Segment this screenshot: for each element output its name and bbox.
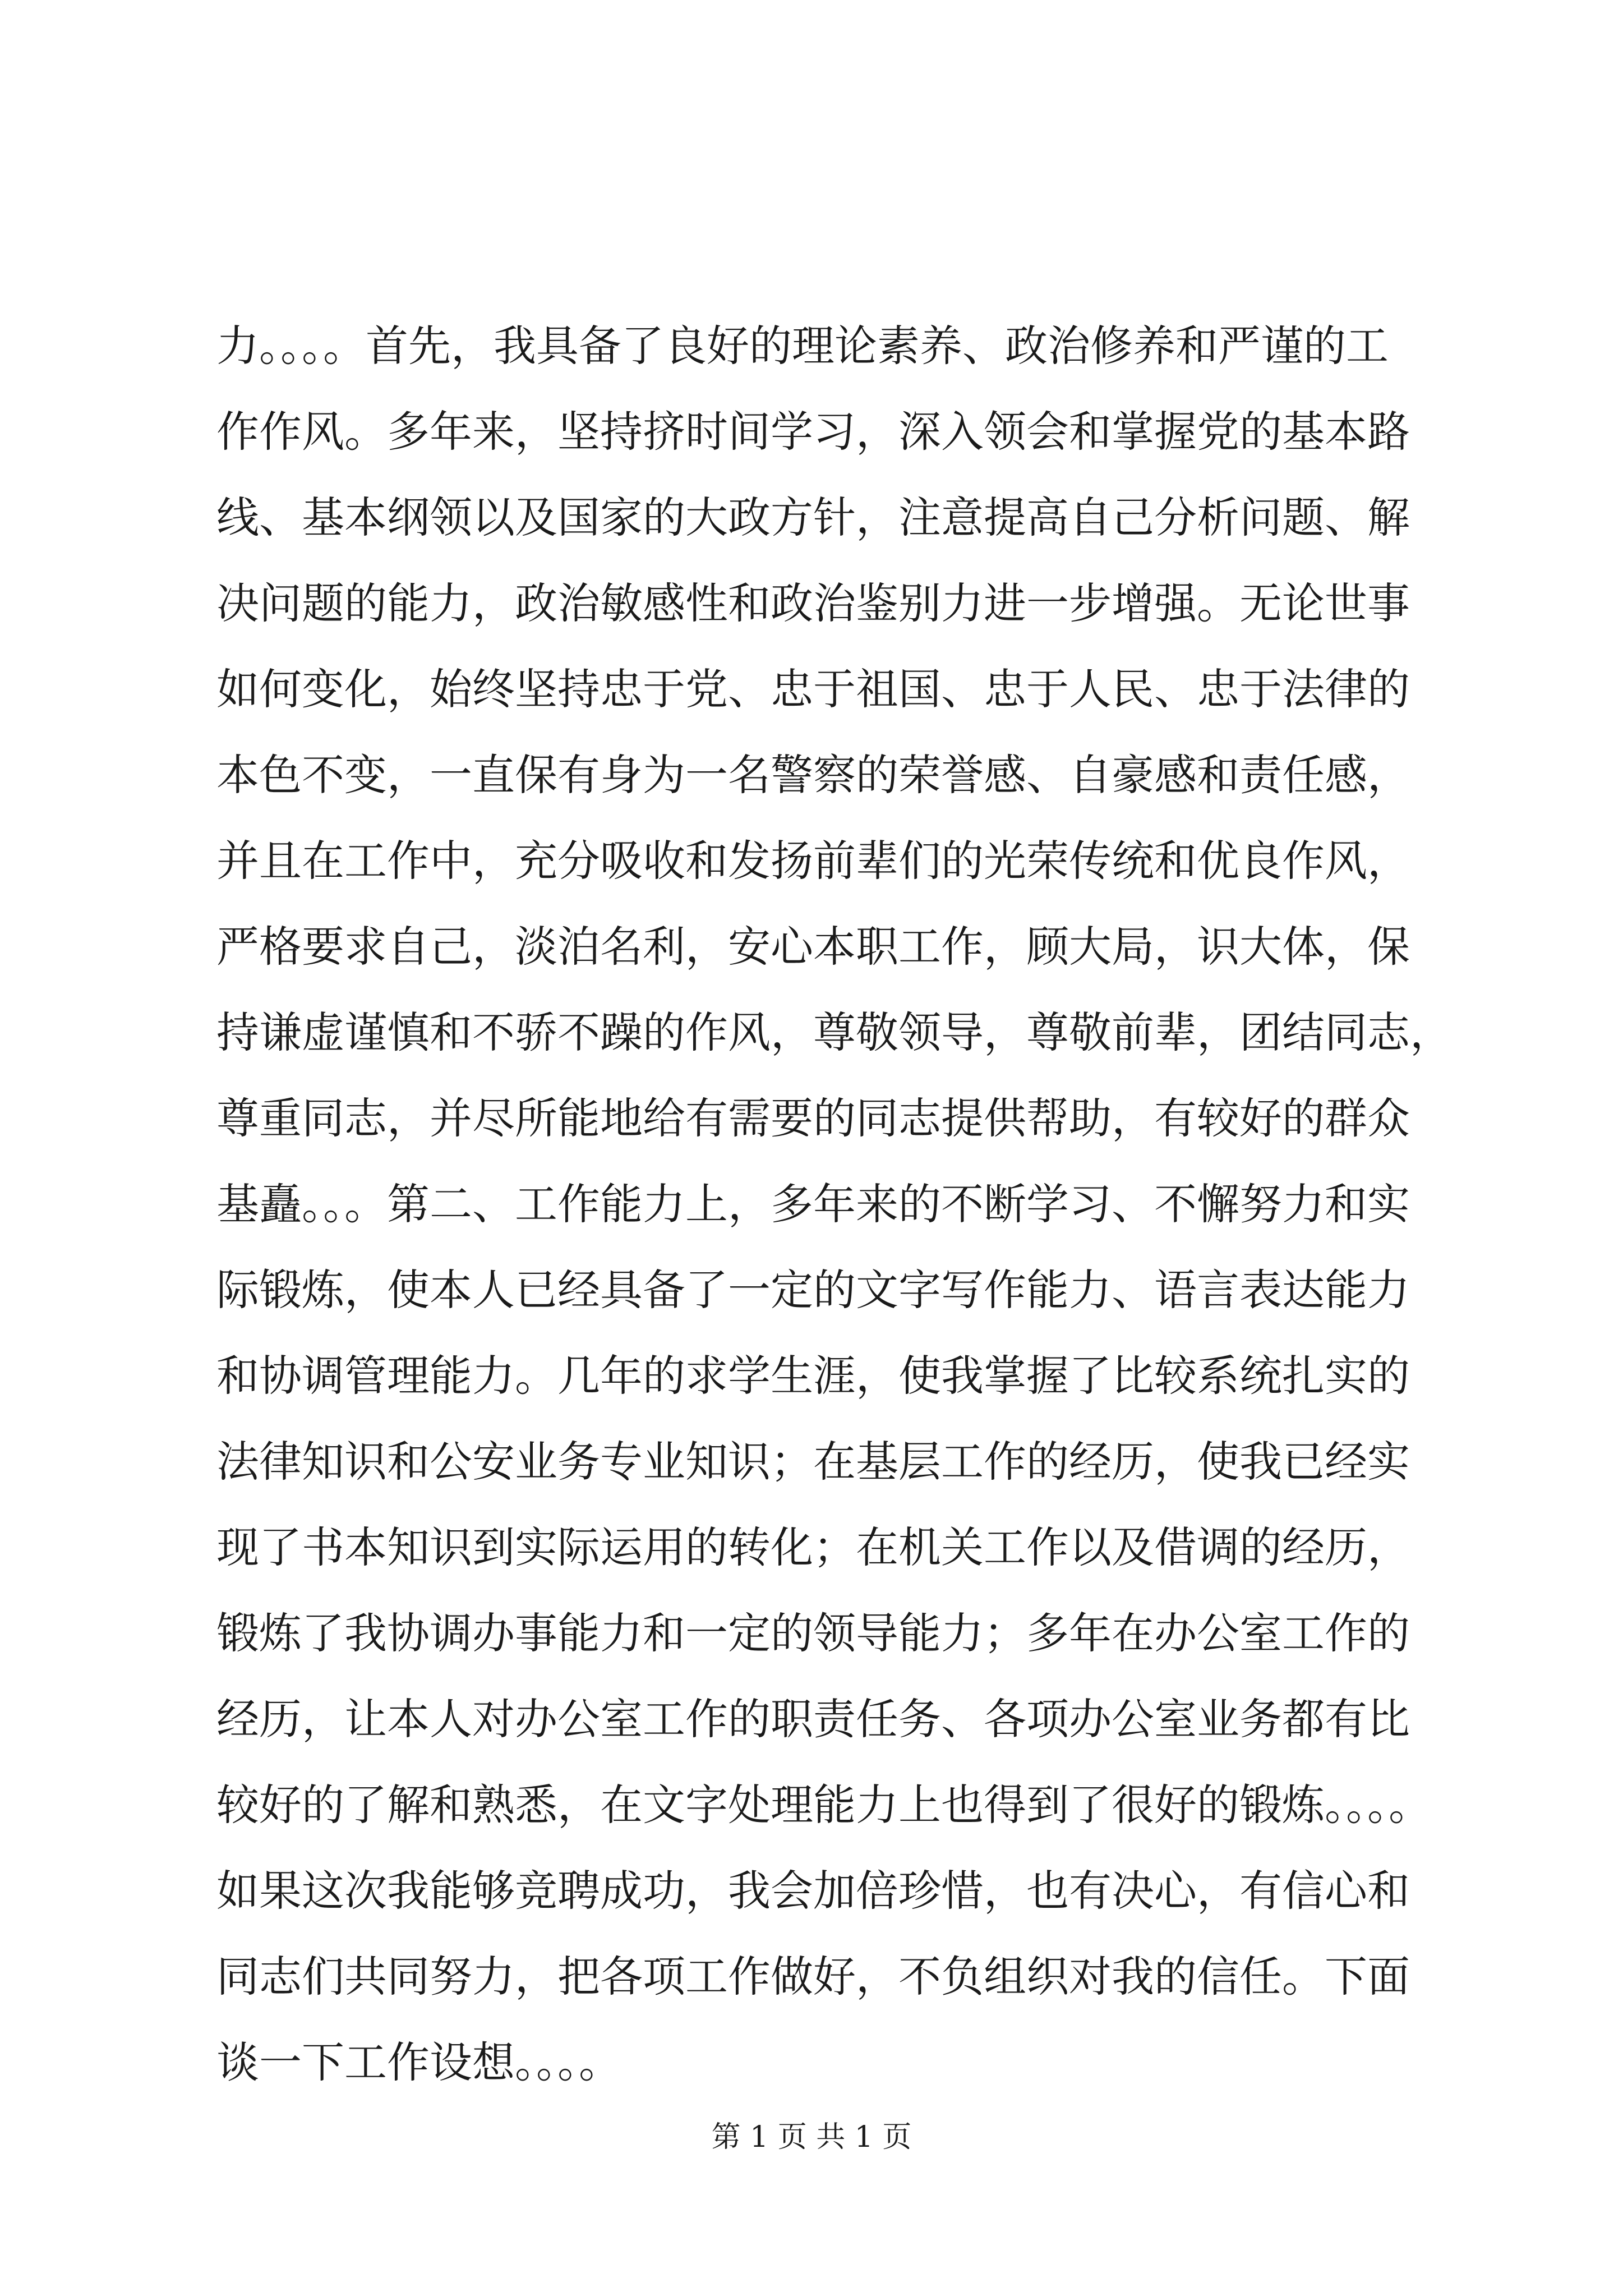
text-line: 尊重同志，并尽所能地给有需要的同志提供帮助，有较好的群众 <box>216 1093 1410 1143</box>
text-line: 谈一下工作设想。。。。 <box>216 2037 621 2087</box>
text-line: 和协调管理能力。几年的求学生涯，使我掌握了比较系统扎实的 <box>216 1351 1410 1401</box>
text-line: 经历，让本人对办公室工作的职责任务、各项办公室业务都有比 <box>216 1694 1410 1744</box>
text-line: 现了书本知识到实际运用的转化；在机关工作以及借调的经历， <box>216 1522 1410 1572</box>
text-line: 如果这次我能够竞聘成功，我会加倍珍惜，也有决心，有信心和 <box>216 1866 1410 1916</box>
text-line: 基矗。。。第二、工作能力上，多年来的不断学习、不懈努力和实 <box>216 1179 1410 1229</box>
body-paragraph <box>216 303 1456 2105</box>
text-line: 同志们共同努力，把各项工作做好，不负组织对我的信任。下面 <box>216 1952 1410 2001</box>
page-footer: 第 1 页 共 1 页 <box>711 2120 912 2154</box>
text-line: 持谦虚谨慎和不骄不躁的作风，尊敬领导，尊敬前辈，团结同志， <box>216 1007 1453 1057</box>
text-line: 力。。。。首先，我具备了良好的理论素养、政治修养和严谨的工 <box>216 321 1389 371</box>
text-line: 如何变化，始终坚持忠于党、忠于祖国、忠于人民、忠于法律的 <box>216 664 1410 714</box>
text-line: 本色不变，一直保有身为一名警察的荣誉感、自豪感和责任感， <box>216 750 1410 800</box>
text-line: 作作风。多年来，坚持挤时间学习，深入领会和掌握党的基本路 <box>216 407 1410 457</box>
text-line: 严格要求自己，淡泊名利，安心本职工作，顾大局，识大体，保 <box>216 922 1410 972</box>
text-line: 并且在工作中，充分吸收和发扬前辈们的光荣传统和优良作风， <box>216 836 1410 886</box>
text-line: 锻炼了我协调办事能力和一定的领导能力；多年在办公室工作的 <box>216 1608 1410 1658</box>
text-line: 线、基本纲领以及国家的大政方针，注意提高自己分析问题、解 <box>216 493 1410 542</box>
text-line: 较好的了解和熟悉，在文字处理能力上也得到了很好的锻炼。。。。 <box>216 1780 1431 1830</box>
text-line: 决问题的能力，政治敏感性和政治鉴别力进一步增强。无论世事 <box>216 578 1410 628</box>
text-line: 法律知识和公安业务专业知识；在基层工作的经历，使我已经实 <box>216 1437 1410 1487</box>
text-line: 际锻炼，使本人已经具备了一定的文字写作能力、语言表达能力 <box>216 1265 1410 1315</box>
